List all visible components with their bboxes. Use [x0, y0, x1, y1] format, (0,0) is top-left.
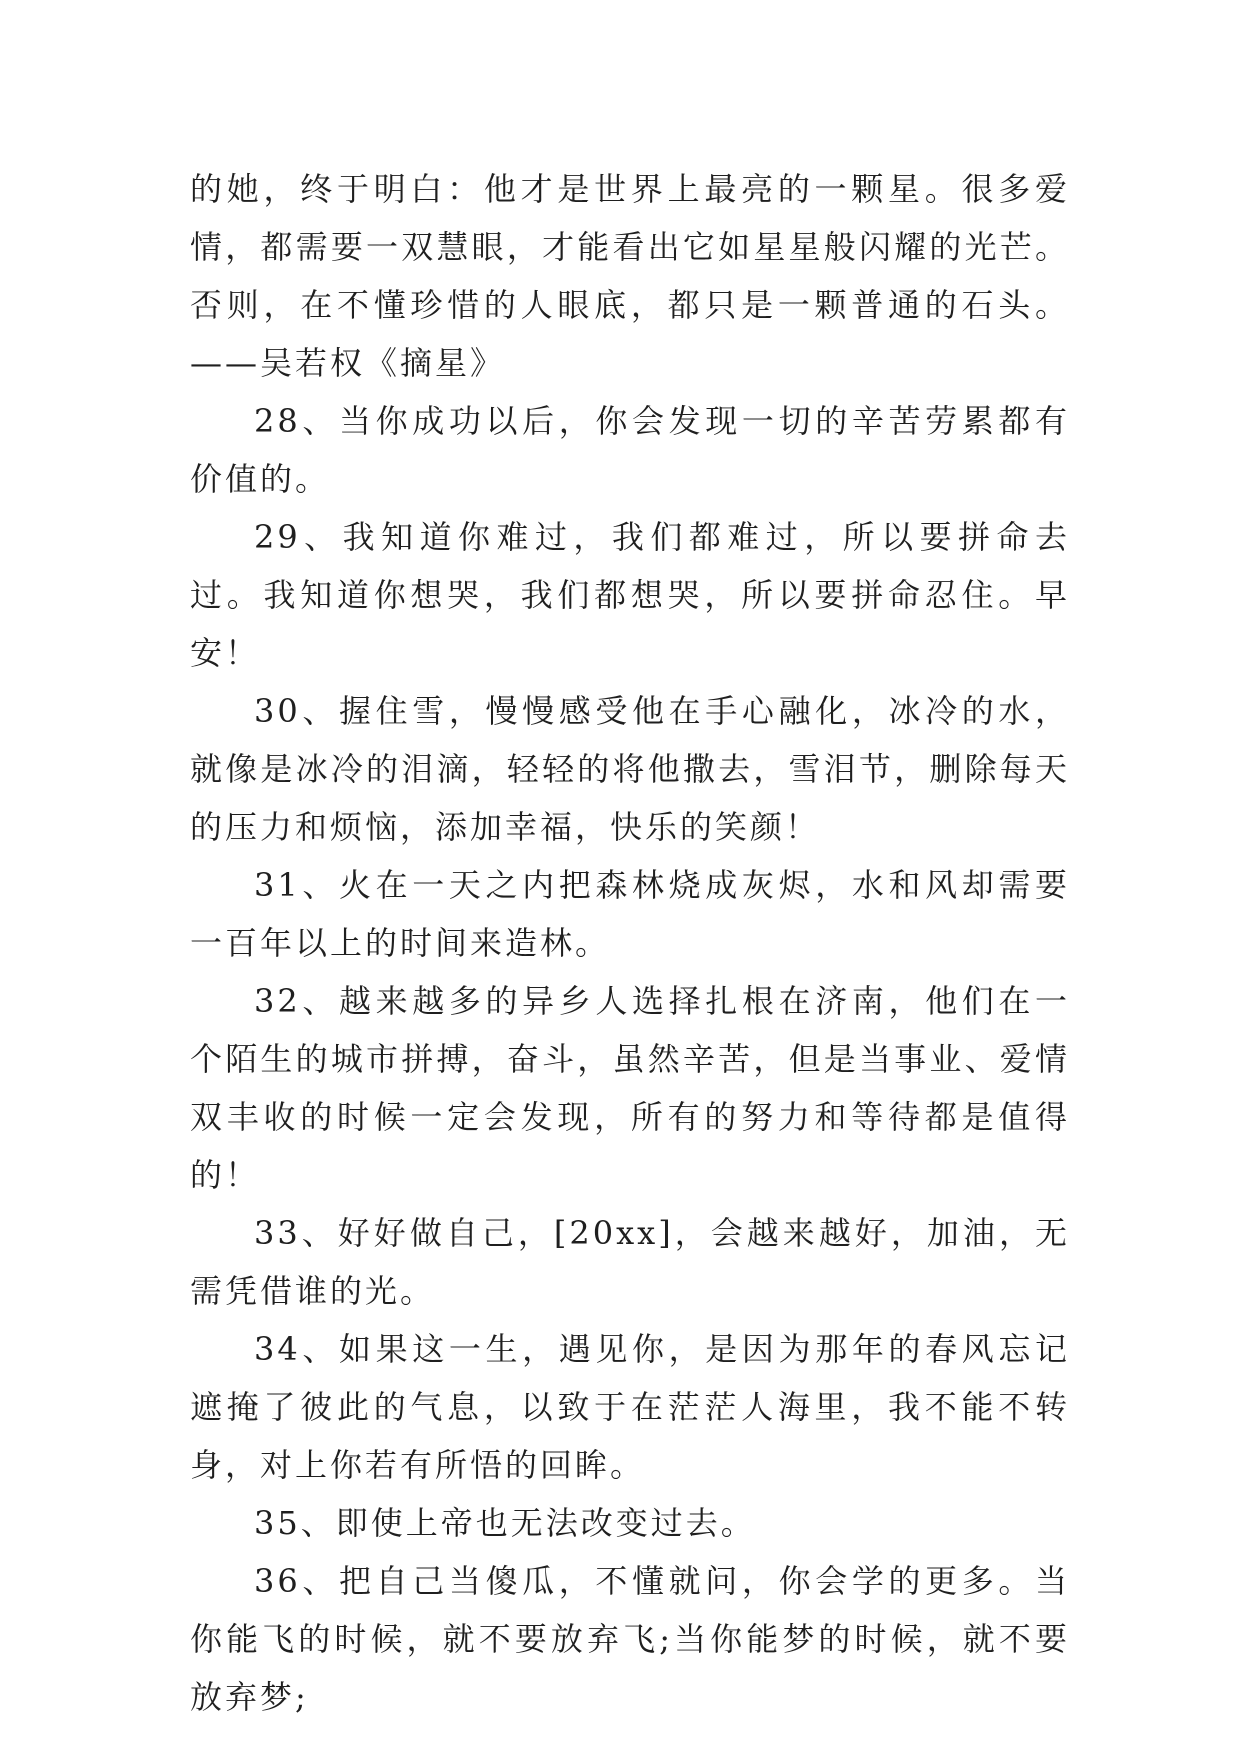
document-body — [190, 160, 1070, 1726]
paragraph-29: 29、我知道你难过，我们都难过，所以要拼命去过。我知道你想哭，我们都想哭，所以要拼命忍住。早安！ — [190, 518, 1070, 672]
paragraph-36: 36、把自己当傻瓜，不懂就问，你会学的更多。当你能飞的时候，就不要放弃飞;当你能梦的时候，就不要放弃梦; — [190, 1562, 1070, 1716]
paragraph-continuation: 的她，终于明白：他才是世界上最亮的一颗星。很多爱情，都需要一双慧眼，才能看出它如星星般闪耀的光芒。否则，在不懂珍惜的人眼底，都只是一颗普通的石头。——吴若权《摘星》 — [190, 170, 1070, 382]
paragraph-30: 30、握住雪，慢慢感受他在手心融化，冰冷的水，就像是冰冷的泪滴，轻轻的将他撒去，雪泪节，删除每天的压力和烦恼，添加幸福，快乐的笑颜！ — [190, 692, 1070, 846]
paragraph-31: 31、火在一天之内把森林烧成灰烬，水和风却需要一百年以上的时间来造林。 — [190, 866, 1070, 962]
paragraph-28: 28、当你成功以后，你会发现一切的辛苦劳累都有价值的。 — [190, 402, 1070, 498]
paragraph-35: 35、即使上帝也无法改变过去。 — [254, 1504, 756, 1542]
paragraph-34: 34、如果这一生，遇见你，是因为那年的春风忘记遮掩了彼此的气息，以致于在茫茫人海里，我不能不转身，对上你若有所悟的回眸。 — [190, 1330, 1070, 1484]
paragraph-33: 33、好好做自己，[20xx]，会越来越好，加油，无需凭借谁的光。 — [190, 1214, 1070, 1310]
paragraph-32: 32、越来越多的异乡人选择扎根在济南，他们在一个陌生的城市拼搏，奋斗，虽然辛苦，但是当事业、爱情双丰收的时候一定会发现，所有的努力和等待都是值得的！ — [190, 982, 1070, 1194]
